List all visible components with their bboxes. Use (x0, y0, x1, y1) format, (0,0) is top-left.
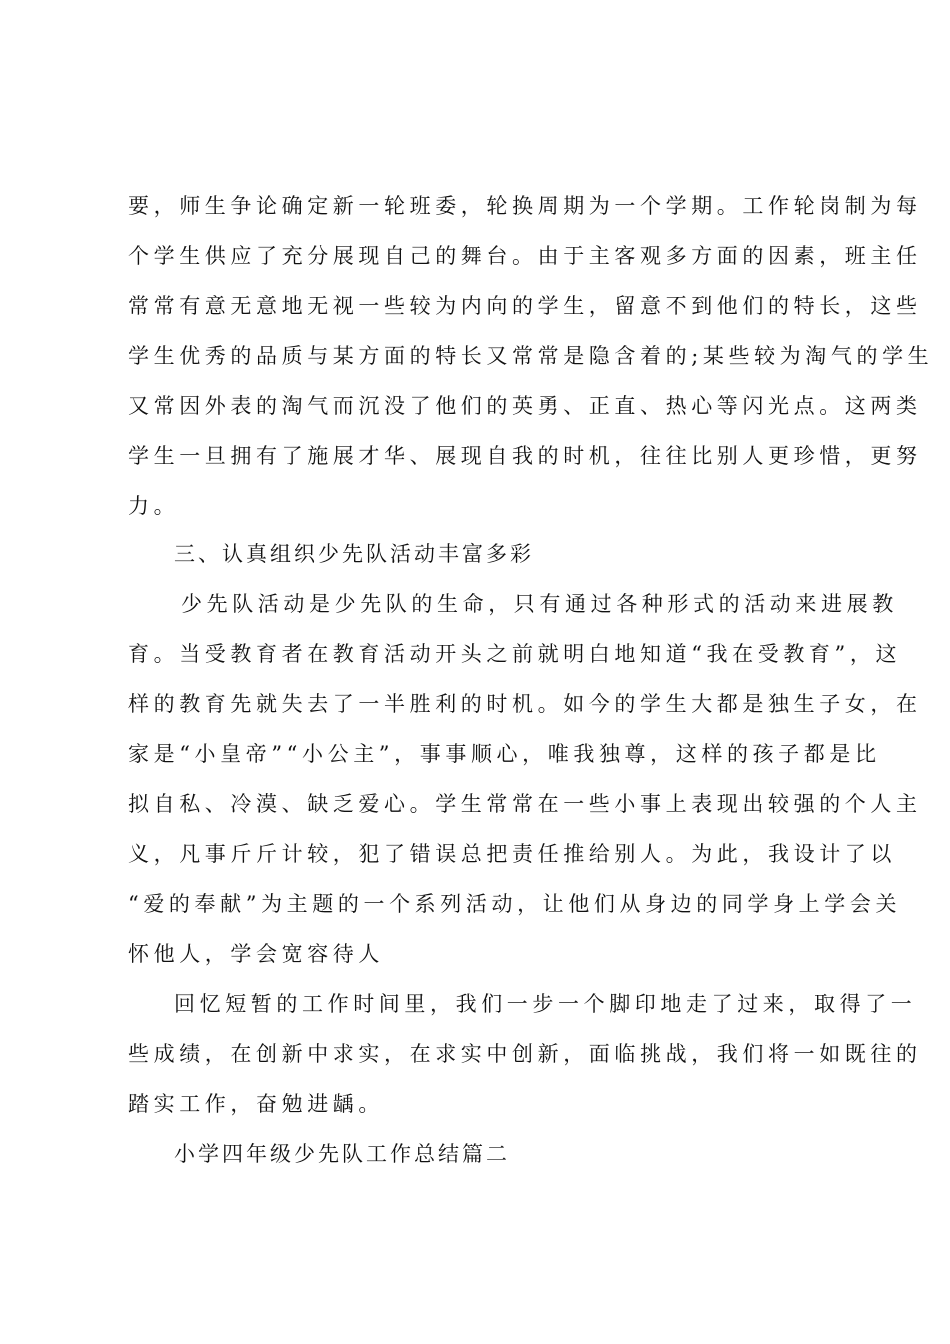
text-line: 力。 (128, 494, 180, 518)
text-line: 个学生供应了充分展现自己的舞台。由于主客观多方面的因素，班主任 (128, 244, 922, 268)
text-line: 踏实工作，奋勉进龋。 (128, 1092, 384, 1116)
text-line: 回忆短暂的工作时间里，我们一步一个脚印地走了过来，取得了一 (174, 992, 917, 1016)
text-line: 些成绩，在创新中求实，在求实中创新，面临挑战，我们将一如既往的 (128, 1042, 922, 1066)
text-line: 怀他人，学会宽容待人 (128, 942, 384, 966)
next-section-title: 小学四年级少先队工作总结篇二 (174, 1142, 510, 1166)
text-line: 学生一旦拥有了施展才华、展现自我的时机，往往比别人更珍惜，更努 (128, 444, 922, 468)
text-line: 要，师生争论确定新一轮班委，轮换周期为一个学期。工作轮岗制为每 (128, 194, 922, 218)
text-line: 学生优秀的品质与某方面的特长又常常是隐含着的;某些较为淘气的学生 (128, 344, 934, 368)
text-line: 常常有意无意地无视一些较为内向的学生，留意不到他们的特长，这些 (128, 294, 922, 318)
text-line: 育。当受教育者在教育活动开头之前就明白地知道“我在受教育”，这 (128, 642, 902, 666)
text-line: “爱的奉献”为主题的一个系列活动，让他们从身边的同学身上学会关 (128, 892, 902, 916)
text-line: 少先队活动是少先队的生命，只有通过各种形式的活动来进展教 (181, 592, 898, 616)
text-line: 又常因外表的淘气而沉没了他们的英勇、正直、热心等闪光点。这两类 (128, 394, 922, 418)
text-line: 家是“小皇帝”“小公主”，事事顺心，唯我独尊，这样的孩子都是比 (128, 742, 881, 766)
section-heading: 三、认真组织少先队活动丰富多彩 (174, 542, 534, 566)
text-line: 样的教育先就失去了一半胜利的时机。如今的学生大都是独生子女，在 (128, 692, 922, 716)
text-line: 义，凡事斤斤计较，犯了错误总把责任推给别人。为此，我设计了以 (128, 842, 896, 866)
text-line: 拟自私、冷漠、缺乏爱心。学生常常在一些小事上表现出较强的个人主 (128, 792, 922, 816)
